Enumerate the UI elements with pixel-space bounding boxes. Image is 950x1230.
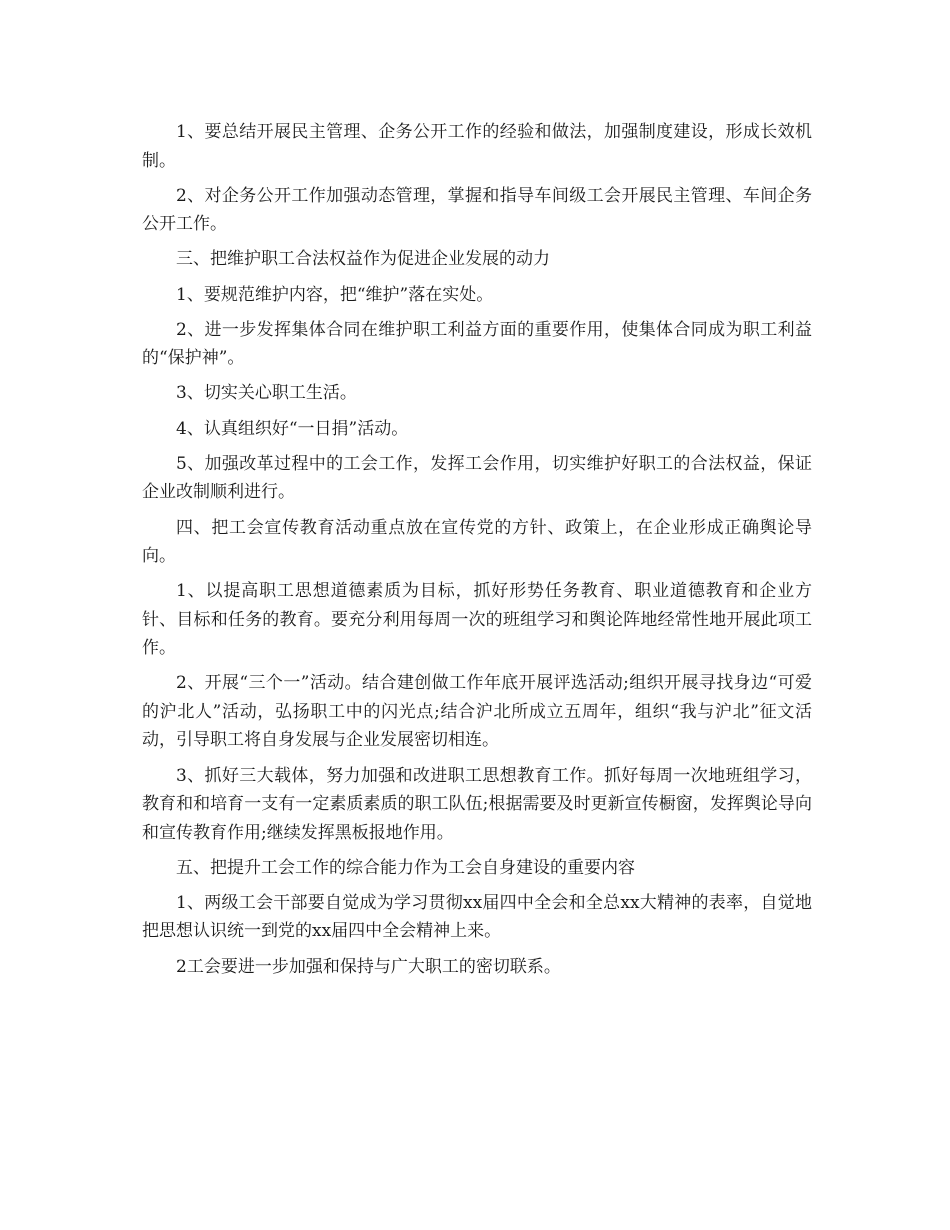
section-heading-3: 三、把维护职工合法权益作为促进企业发展的动力: [176, 249, 550, 270]
paragraph-2: 2、对企务公开工作加强动态管理，掌握和指导车间级工会开展民主管理、车间企务公开工作。: [142, 185, 812, 235]
document-body: [142, 118, 812, 988]
paragraph-14: 1、两级工会干部要自觉成为学习贯彻xx届四中全会和全总xx大精神的表率，自觉地把思想认识统一到党的xx届四中全会精神上来。: [142, 892, 812, 942]
paragraph-10: 1、以提高职工思想道德素质为目标，抓好形势任务教育、职业道德教育和企业方针、目标和任务的教育。要充分利用每周一次的班组学习和舆论阵地经常性地开展此项工作。: [142, 581, 812, 659]
paragraph-12: 3、抓好三大载体，努力加强和改进职工思想教育工作。抓好每周一次地班组学习，教育和和培育一支有一定素质素质的职工队伍;根据需要及时更新宣传橱窗，发挥舆论导向和宣传教育作用;继续发挥黑板报地作用。: [142, 765, 812, 843]
paragraph-6: 3、切实关心职工生活。: [176, 383, 357, 404]
paragraph-8: 5、加强改革过程中的工会工作，发挥工会作用，切实维护好职工的合法权益，保证企业改制顺利进行。: [142, 453, 812, 503]
paragraph-15: 2工会要进一步加强和保持与广大职工的密切联系。: [176, 956, 561, 977]
paragraph-5: 2、进一步发挥集体合同在维护职工利益方面的重要作用，使集体合同成为职工利益的“保护神”。: [142, 319, 812, 369]
section-heading-5: 五、把提升工会工作的综合能力作为工会自身建设的重要内容: [176, 857, 635, 878]
paragraph-1: 1、要总结开展民主管理、企务公开工作的经验和做法，加强制度建设，形成长效机制。: [142, 122, 812, 171]
section-heading-4: 四、把工会宣传教育活动重点放在宣传党的方针、政策上，在企业形成正确舆论导向。: [142, 517, 812, 566]
paragraph-4: 1、要规范维护内容，把“维护”落在实处。: [176, 284, 494, 305]
paragraph-7: 4、认真组织好“一日捐”活动。: [176, 418, 409, 439]
paragraph-11: 2、开展“三个一”活动。结合建创做工作年底开展评选活动;组织开展寻找身边“可爱的沪北人”活动，弘扬职工中的闪光点;结合沪北所成立五周年，组织“我与沪北”征文活动，引导职工将自身发展与企业发展密切相连。: [142, 673, 812, 751]
